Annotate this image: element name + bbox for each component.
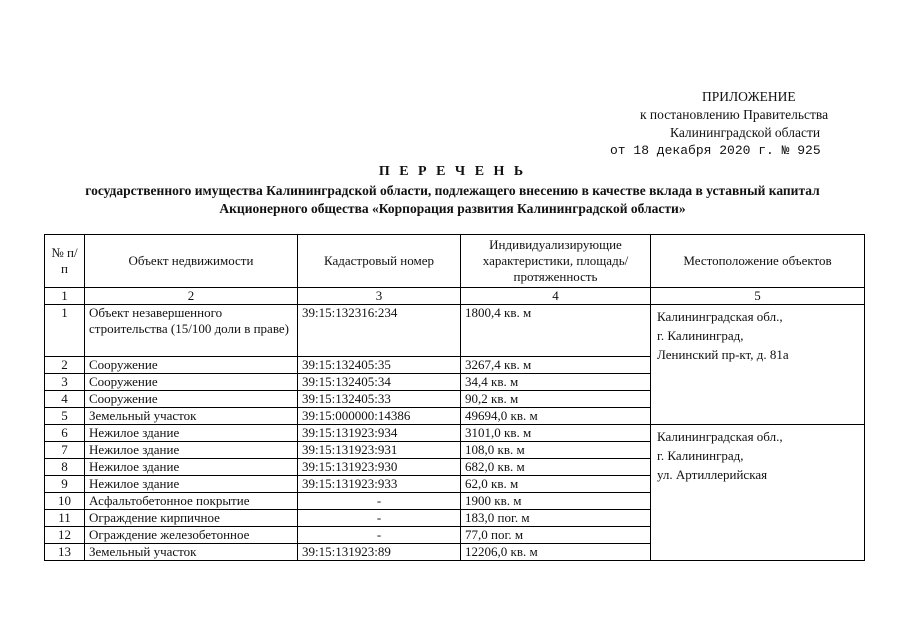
- row-object: Земельный участок: [85, 544, 298, 561]
- row-object: Сооружение: [85, 391, 298, 408]
- row-object: Ограждение железобетонное: [85, 527, 298, 544]
- col-number: 5: [651, 288, 865, 305]
- row-object: Асфальтобетонное покрытие: [85, 493, 298, 510]
- row-object: Земельный участок: [85, 408, 298, 425]
- row-cadastral: 39:15:131923:89: [298, 544, 461, 561]
- row-characteristics: 3267,4 кв. м: [461, 357, 651, 374]
- row-cadastral: 39:15:132316:234: [298, 305, 461, 357]
- location-line: г. Калининград,: [657, 448, 744, 463]
- row-characteristics: 34,4 кв. м: [461, 374, 651, 391]
- row-characteristics: 3101,0 кв. м: [461, 425, 651, 442]
- header-object: Объект недвижимости: [85, 235, 298, 288]
- row-object: Нежилое здание: [85, 425, 298, 442]
- row-num: 13: [45, 544, 85, 561]
- row-cadastral: -: [298, 510, 461, 527]
- row-characteristics: 12206,0 кв. м: [461, 544, 651, 561]
- document-subtitle: государственного имущества Калининградской области, подлежащего внесению в качестве вклада в уставный капитал Акционерного общества «Корпорация развития Калининградской области»: [85, 183, 820, 216]
- location-line: ул. Артиллерийская: [657, 467, 768, 482]
- row-object: Сооружение: [85, 357, 298, 374]
- row-num: 6: [45, 425, 85, 442]
- row-characteristics: 1900 кв. м: [461, 493, 651, 510]
- row-object: Объект незавершенного строительства (15/100 доли в праве): [85, 305, 298, 357]
- row-characteristics: 108,0 кв. м: [461, 442, 651, 459]
- table-row: [45, 425, 865, 442]
- row-cadastral: 39:15:132405:35: [298, 357, 461, 374]
- row-cadastral: 39:15:131923:933: [298, 476, 461, 493]
- row-object: Нежилое здание: [85, 459, 298, 476]
- col-number: 4: [461, 288, 651, 305]
- col-number: 2: [85, 288, 298, 305]
- appendix-heading: ПРИЛОЖЕНИЕ: [702, 89, 796, 104]
- header-location: Местоположение объектов: [651, 235, 865, 288]
- row-characteristics: 49694,0 кв. м: [461, 408, 651, 425]
- location-line: Калининградская обл.,: [657, 309, 783, 324]
- appendix-date-number: от 18 декабря 2020 г. № 925: [610, 143, 821, 158]
- row-num: 10: [45, 493, 85, 510]
- row-cadastral: 39:15:132405:33: [298, 391, 461, 408]
- property-table: [44, 234, 865, 561]
- location-cell: [651, 425, 865, 561]
- row-num: 3: [45, 374, 85, 391]
- location-line: Калининградская обл.,: [657, 429, 783, 444]
- row-characteristics: 62,0 кв. м: [461, 476, 651, 493]
- row-cadastral: 39:15:131923:930: [298, 459, 461, 476]
- row-characteristics: 682,0 кв. м: [461, 459, 651, 476]
- row-num: 9: [45, 476, 85, 493]
- location-line: Ленинский пр-кт, д. 81а: [657, 347, 789, 362]
- table-row: [45, 305, 865, 357]
- row-num: 7: [45, 442, 85, 459]
- row-num: 12: [45, 527, 85, 544]
- row-object: Ограждение кирпичное: [85, 510, 298, 527]
- row-num: 8: [45, 459, 85, 476]
- row-object: Нежилое здание: [85, 442, 298, 459]
- row-object: Нежилое здание: [85, 476, 298, 493]
- col-number: 1: [45, 288, 85, 305]
- appendix-decree: к постановлению Правительства: [640, 107, 829, 122]
- header-characteristics: Индивидуализирующие характеристики, площадь/ протяженность: [461, 235, 651, 288]
- row-characteristics: 90,2 кв. м: [461, 391, 651, 408]
- row-num: 1: [45, 305, 85, 357]
- row-num: 4: [45, 391, 85, 408]
- row-num: 2: [45, 357, 85, 374]
- row-characteristics: 1800,4 кв. м: [461, 305, 651, 357]
- row-num: 11: [45, 510, 85, 527]
- row-cadastral: -: [298, 527, 461, 544]
- location-line: г. Калининград,: [657, 328, 744, 343]
- row-object: Сооружение: [85, 374, 298, 391]
- row-cadastral: 39:15:132405:34: [298, 374, 461, 391]
- header-cadastral: Кадастровый номер: [298, 235, 461, 288]
- header-num: № п/п: [45, 235, 85, 288]
- row-cadastral: -: [298, 493, 461, 510]
- location-cell: [651, 305, 865, 425]
- appendix-block: [600, 88, 880, 160]
- row-cadastral: 39:15:131923:934: [298, 425, 461, 442]
- row-cadastral: 39:15:131923:931: [298, 442, 461, 459]
- col-number: 3: [298, 288, 461, 305]
- appendix-region: Калининградской области: [670, 125, 821, 140]
- row-characteristics: 77,0 пог. м: [461, 527, 651, 544]
- document-title: П Е Р Е Ч Е Н Ь: [378, 164, 527, 179]
- row-num: 5: [45, 408, 85, 425]
- row-characteristics: 183,0 пог. м: [461, 510, 651, 527]
- row-cadastral: 39:15:000000:14386: [298, 408, 461, 425]
